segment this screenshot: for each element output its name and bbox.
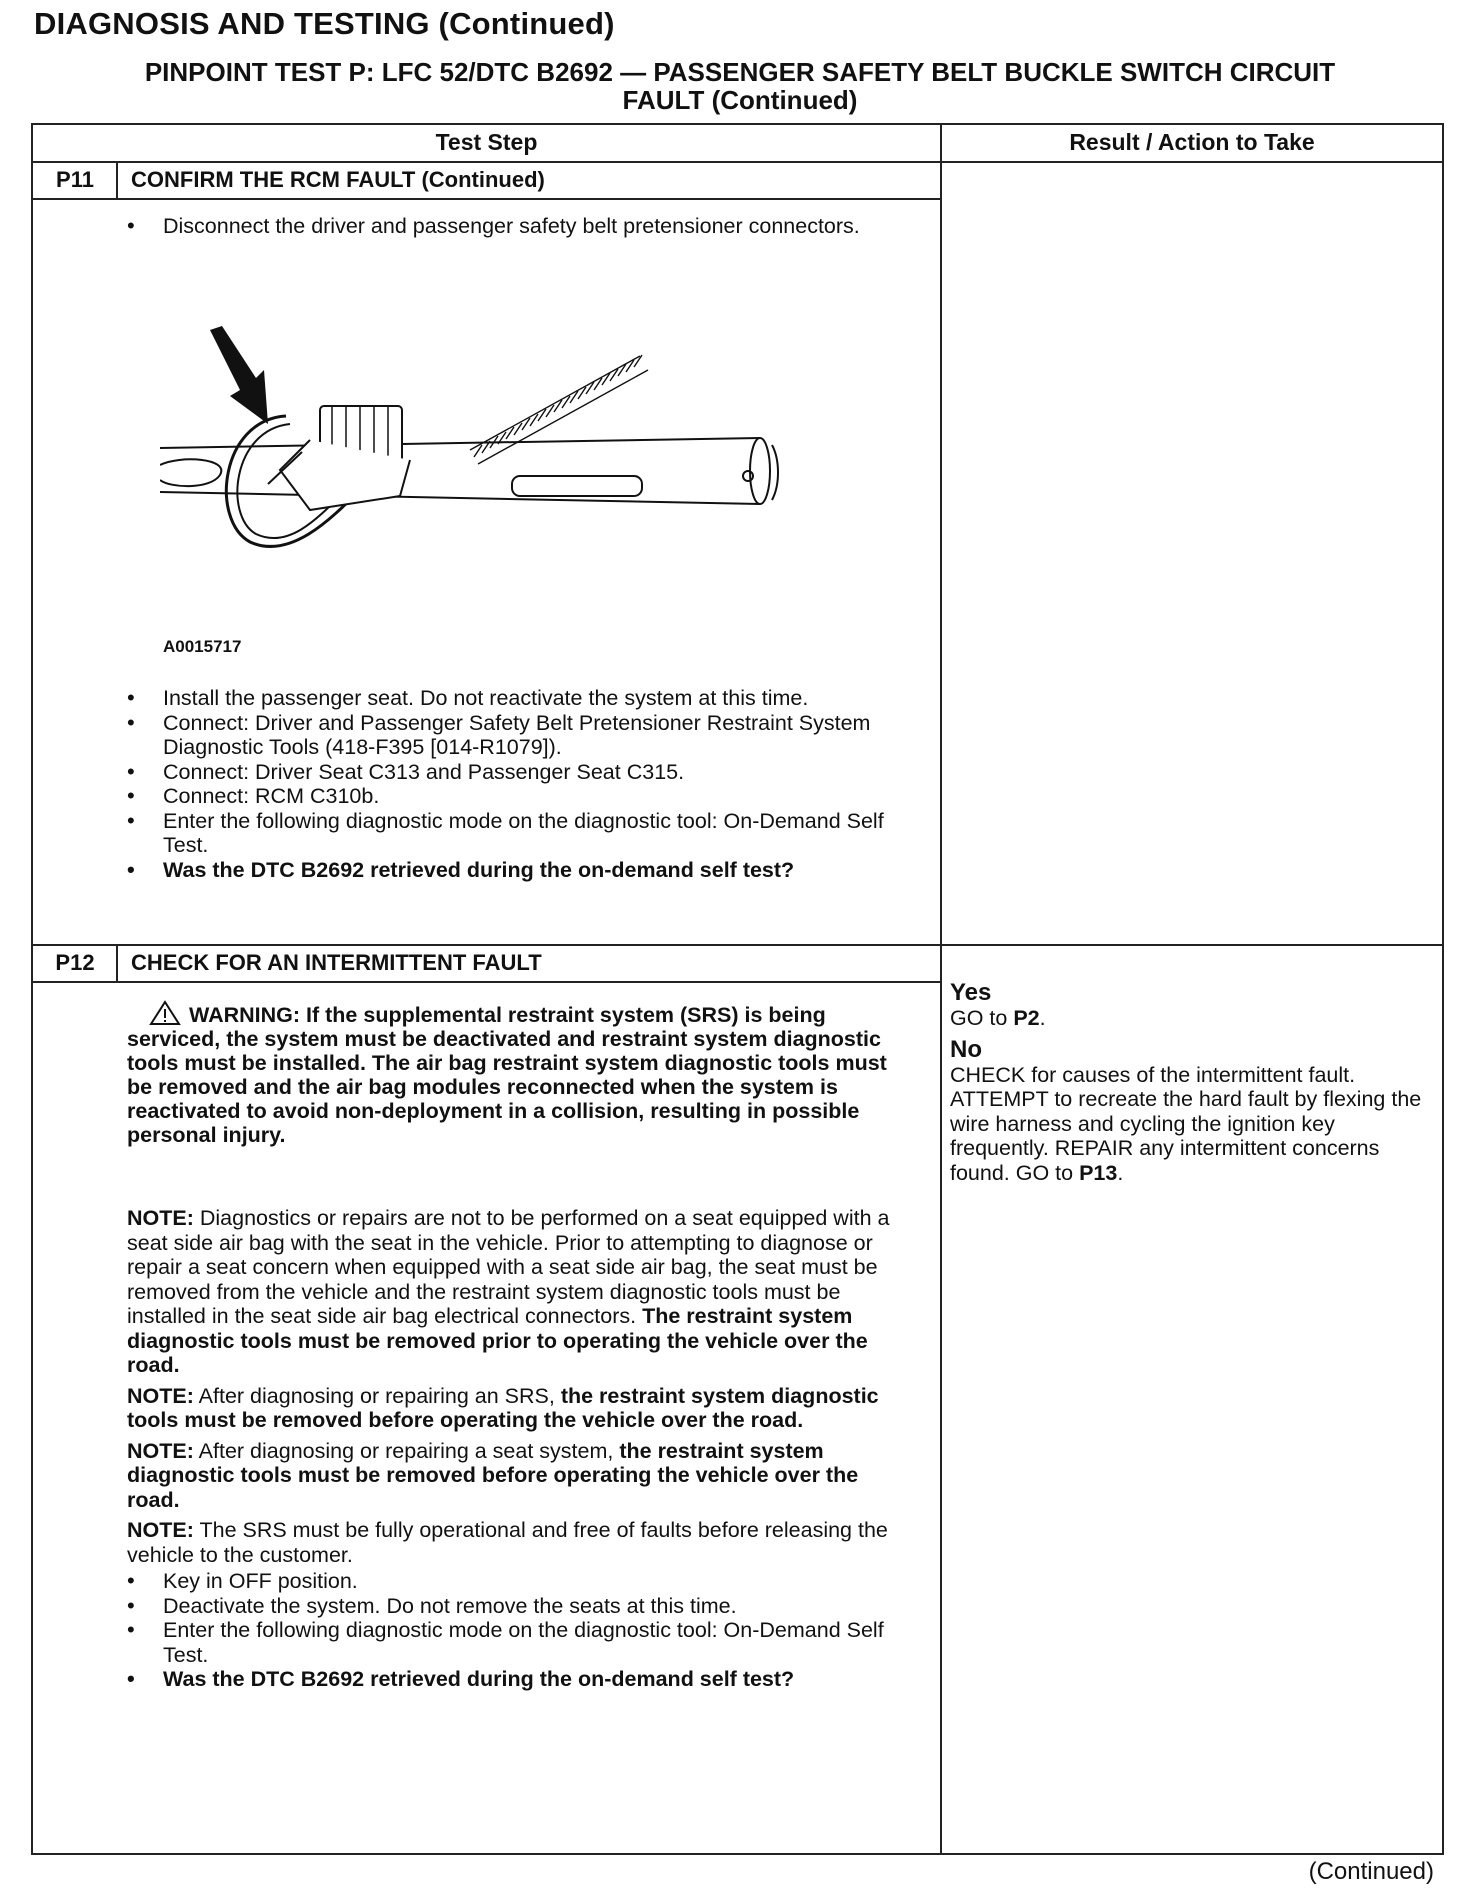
page-title: DIAGNOSIS AND TESTING (Continued) [34,6,615,41]
note-label: NOTE: [127,1518,194,1542]
column-divider [940,125,942,1853]
p11-id-divider [116,161,118,199]
note-emphasis: the restraint system diagnostic tools must be removed before operating the vehicle over the road. [127,1438,859,1512]
p11-p12-divider [33,944,1442,946]
continued-footer: (Continued) [1308,1858,1434,1885]
corrugated-conduit [470,355,648,464]
test-title-line2: FAULT (Continued) [622,85,858,115]
figure-id: A0015717 [163,637,242,656]
pinpoint-test-title [60,58,1420,114]
note-label: NOTE: [127,1438,194,1463]
p12-question: • Was the DTC B2692 retrieved during the on-demand self test? [127,1667,907,1692]
p12-warning [127,1000,897,1147]
p11-steps [127,686,887,882]
list-item: • Deactivate the system. Do not remove the seats at this time. [127,1594,907,1619]
list-item: • Enter the following diagnostic mode on the diagnostic tool: On-Demand Self Test. [127,1618,907,1667]
warning-triangle-icon [149,1000,181,1026]
list-item: • Connect: RCM C310b. [127,784,887,809]
pretensioner-tube [160,438,778,504]
pointer-arrow-icon [210,326,268,424]
no-action: CHECK for causes of the intermittent fault. ATTEMPT to recreate the hard fault by flexing the wire harness and cycling the ignition key frequently. REPAIR any intermittent concerns found. GO to P13. [950,1062,1422,1185]
note-paragraph [127,1439,907,1513]
list-item: • Install the passenger seat. Do not reactivate the system at this time. [127,686,887,711]
list-item: • Disconnect the driver and passenger safety belt pretensioner connectors. [127,214,887,239]
p12-results [950,980,1430,1185]
no-label: No [950,1035,982,1063]
note-emphasis: the restraint system diagnostic tools must be removed before operating the vehicle over the road. [127,1383,879,1432]
note-paragraph [127,1518,907,1567]
step-id-p12: P12 [55,950,95,975]
p11-intro [127,214,887,239]
note-text: After diagnosing or repairing a seat system, [193,1438,620,1463]
list-item: • Connect: Driver Seat C313 and Passenger Seat C315. [127,760,887,785]
note-paragraph [127,1206,907,1378]
list-item: • Enter the following diagnostic mode on the diagnostic tool: On-Demand Self Test. [127,809,887,858]
p12-title-divider [33,981,940,983]
pretensioner-connector-illustration [160,320,800,580]
p12-id-divider [116,944,118,982]
list-item: • Key in OFF position. [127,1569,907,1594]
note-text: Diagnostics or repairs are not to be performed on a seat equipped with a seat side air bag with the seat in the vehicle. Prior to attempting to diagnose or repair a seat concern when equipped with a seat side air bag, the seat must be removed from the vehicle and the restraint system diagnostic tools must be installed in the seat side air bag electrical connectors. [127,1206,890,1328]
p11-title-divider [33,198,940,200]
connector [226,406,410,546]
yes-target: P2 [1013,1006,1040,1030]
step-id-p11: P11 [56,167,94,192]
no-target: P13 [1079,1160,1118,1185]
step-title-p12: CHECK FOR AN INTERMITTENT FAULT [131,950,542,975]
note-label: NOTE: [127,1206,194,1230]
note-label: NOTE: [127,1383,194,1408]
note-paragraph [127,1384,907,1433]
p12-notes [127,1206,907,1692]
step-title-p11: CONFIRM THE RCM FAULT (Continued) [131,167,545,192]
col-header-test-step: Test Step [435,129,538,155]
warning-text: WARNING: If the supplemental restraint system (SRS) is being serviced, the system must be deactivated and restraint system diagnostic tools must be installed. The air bag restraint system diagnostic tools must be removed and the air bag modules reconnected when the system is reactivated to avoid non-deployment in a collision, resulting in possible personal injury. [127,1003,887,1147]
yes-action: GO to P2. [950,1006,1046,1030]
col-header-result: Result / Action to Take [1069,129,1315,155]
test-title-line1: PINPOINT TEST P: LFC 52/DTC B2692 — PASSENGER SAFETY BELT BUCKLE SWITCH CIRCUIT [144,57,1336,87]
note-text: After diagnosing or repairing an SRS, [193,1383,561,1408]
yes-label: Yes [950,979,992,1006]
list-item: • Connect: Driver and Passenger Safety Belt Pretensioner Restraint System Diagnostic Tools (418-F395 [014-R1079]). [127,711,887,760]
note-text: The SRS must be fully operational and free of faults before releasing the vehicle to the customer. [127,1518,888,1567]
p11-question: • Was the DTC B2692 retrieved during the on-demand self test? [127,858,887,883]
header-divider [33,161,1442,163]
note-emphasis: The restraint system diagnostic tools must be removed prior to operating the vehicle over the road. [127,1304,868,1377]
